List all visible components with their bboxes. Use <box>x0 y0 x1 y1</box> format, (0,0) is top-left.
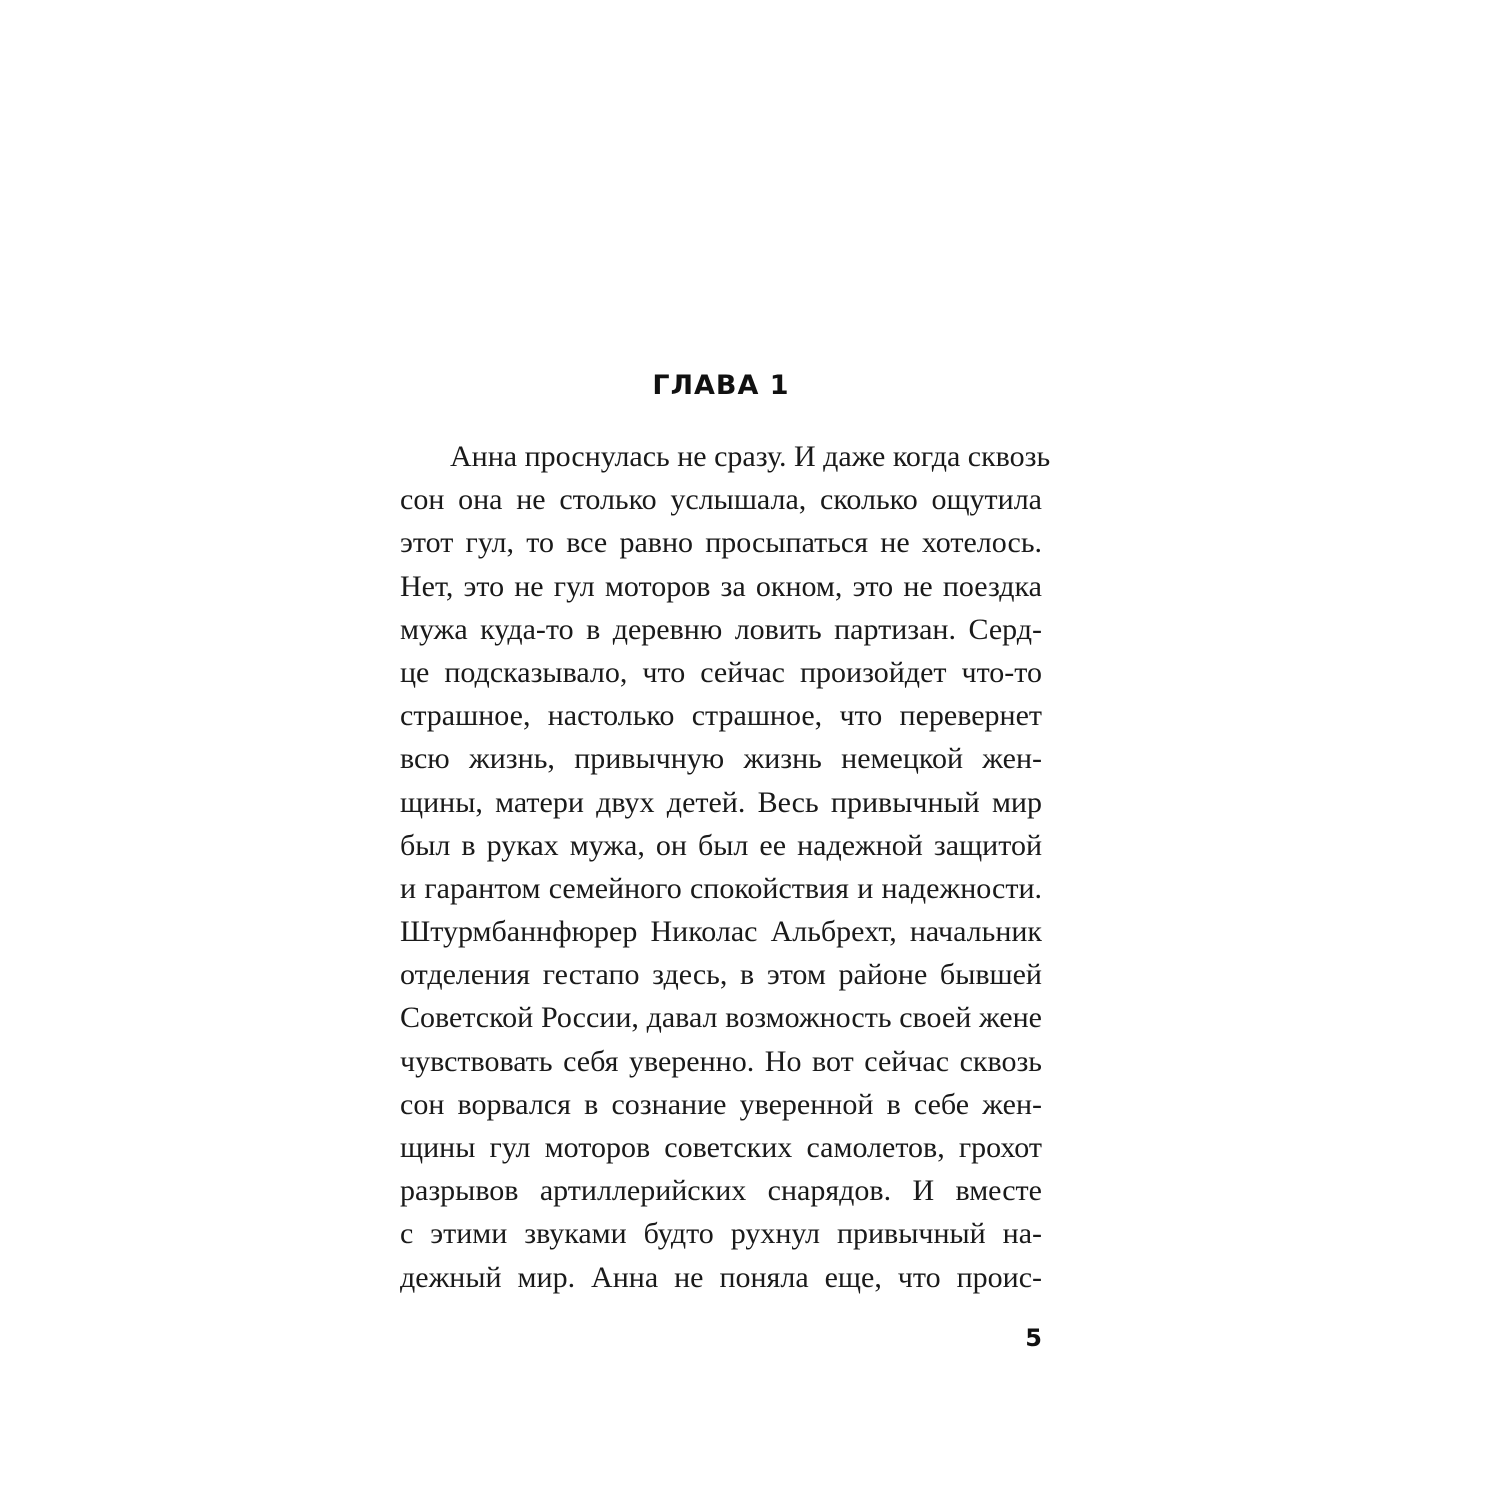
text-line: щины, матери двух детей. Весь привычный мир <box>400 785 1042 819</box>
text-line: был в руках мужа, он был ее надежной защитой <box>400 828 1042 862</box>
text-line: с этими звуками будто рухнул привычный на- <box>400 1217 1042 1251</box>
text-line: отделения гестапо здесь, в этом районе бывшей <box>400 958 1042 992</box>
page-number: 5 <box>1025 1324 1042 1352</box>
text-line: разрывов артиллерийских снарядов. И вместе <box>400 1174 1042 1208</box>
chapter-title: ГЛАВА 1 <box>652 370 790 401</box>
text-line: сон она не столько услышала, сколько ощутила <box>400 483 1042 517</box>
body-text <box>400 435 1051 1299</box>
text-line: дежный мир. Анна не поняла еще, что проис- <box>400 1260 1042 1294</box>
text-line: Советской России, давал возможность своей жене <box>400 1001 1042 1035</box>
text-line: сон ворвался в сознание уверенной в себе жен- <box>400 1087 1042 1121</box>
text-line: и гарантом семейного спокойствия и надежности. <box>400 871 1042 905</box>
text-line: чувствовать себя уверенно. Но вот сейчас сквозь <box>400 1044 1042 1078</box>
text-line: страшное, настолько страшное, что перевернет <box>400 699 1042 733</box>
text-line: Анна проснулась не сразу. И даже когда сквозь <box>450 440 1051 473</box>
text-line: Нет, это не гул моторов за окном, это не поездка <box>400 569 1042 603</box>
text-line: этот гул, то все равно просыпаться не хотелось. <box>400 526 1042 560</box>
text-line: всю жизнь, привычную жизнь немецкой жен- <box>400 742 1042 776</box>
text-line: це подсказывало, что сейчас произойдет что-то <box>400 655 1042 689</box>
text-line: щины гул моторов советских самолетов, грохот <box>400 1131 1042 1164</box>
text-line: Штурмбаннфюрер Николас Альбрехт, начальник <box>400 915 1042 949</box>
text-line: мужа куда-то в деревню ловить партизан. Серд- <box>400 612 1042 646</box>
